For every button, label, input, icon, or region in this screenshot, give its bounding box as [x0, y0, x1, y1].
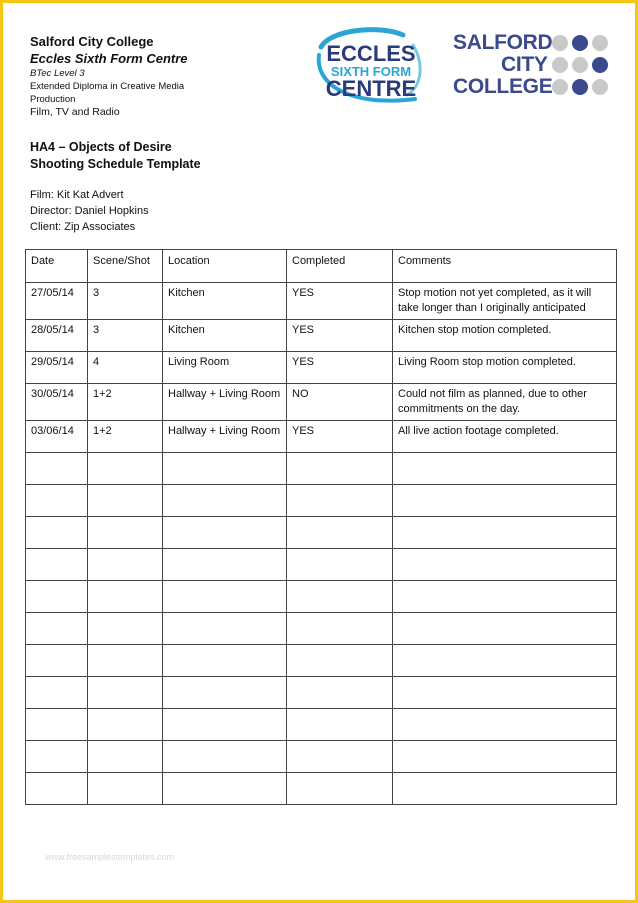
header-location: Location: [163, 250, 287, 283]
logo-dot: [592, 35, 608, 51]
watermark-text: www.freesamplestemplates.com: [45, 852, 175, 862]
logo-dot: [572, 57, 588, 73]
cell-date: [26, 613, 88, 645]
logo-dot: [552, 57, 568, 73]
cell-location: [163, 453, 287, 485]
cell-date: [26, 677, 88, 709]
college-name: Salford City College: [30, 34, 154, 49]
cell-location: [163, 613, 287, 645]
cell-scene-shot: [88, 549, 163, 581]
cell-comments: [393, 709, 617, 741]
table-row: [26, 384, 617, 421]
cell-completed: YES: [287, 283, 393, 320]
cell-date: [26, 485, 88, 517]
cell-date: [26, 517, 88, 549]
cell-completed: [287, 677, 393, 709]
cell-date: 29/05/14: [26, 352, 88, 384]
cell-date: 03/06/14: [26, 421, 88, 453]
cell-comments: [393, 773, 617, 805]
cell-completed: YES: [287, 352, 393, 384]
cell-completed: [287, 613, 393, 645]
cell-comments: [393, 581, 617, 613]
cell-scene-shot: [88, 613, 163, 645]
table-row: [26, 421, 617, 453]
cell-comments: [393, 549, 617, 581]
cell-comments: [393, 485, 617, 517]
cell-scene-shot: [88, 741, 163, 773]
cell-completed: YES: [287, 320, 393, 352]
logo-dot: [592, 57, 608, 73]
cell-completed: [287, 709, 393, 741]
unit-name: HA4 – Objects of Desire: [30, 140, 172, 154]
cell-comments: [393, 517, 617, 549]
cell-comments: Stop motion not yet completed, as it will take longer than I originally anticipated: [393, 283, 617, 320]
header-comments: Comments: [393, 250, 617, 283]
cell-date: [26, 645, 88, 677]
cell-comments: Living Room stop motion completed.: [393, 352, 617, 384]
salford-logo-line1: SALFORD: [453, 31, 553, 54]
salford-logo-line2: CITY: [501, 53, 548, 76]
eccles-logo-swoosh: [311, 25, 427, 111]
logo-dot: [572, 35, 588, 51]
cell-scene-shot: [88, 645, 163, 677]
cell-completed: [287, 549, 393, 581]
cell-location: [163, 517, 287, 549]
cell-scene-shot: [88, 773, 163, 805]
table-row: [26, 709, 617, 741]
cell-date: [26, 581, 88, 613]
salford-logo: [449, 29, 613, 99]
document-header: [30, 33, 300, 119]
header-scene-shot: Scene/Shot: [88, 250, 163, 283]
cell-scene-shot: 4: [88, 352, 163, 384]
cell-scene-shot: [88, 485, 163, 517]
cell-date: [26, 709, 88, 741]
table-row: [26, 517, 617, 549]
cell-location: Kitchen: [163, 320, 287, 352]
document-page: [3, 3, 635, 900]
director-name: Director: Daniel Hopkins: [30, 205, 149, 217]
header-completed: Completed: [287, 250, 393, 283]
cell-scene-shot: 1+2: [88, 384, 163, 421]
eccles-logo-line3: CENTRE: [325, 76, 417, 101]
cell-completed: [287, 581, 393, 613]
cell-completed: [287, 645, 393, 677]
film-name: Film: Kit Kat Advert: [30, 189, 124, 201]
course-level: BTec Level 3: [30, 68, 85, 79]
cell-scene-shot: [88, 581, 163, 613]
cell-completed: [287, 773, 393, 805]
cell-comments: [393, 677, 617, 709]
cell-date: [26, 773, 88, 805]
cell-comments: [393, 453, 617, 485]
logo-dot: [552, 79, 568, 95]
cell-location: [163, 677, 287, 709]
eccles-logo-line1: ECCLES: [326, 41, 416, 66]
cell-scene-shot: 3: [88, 283, 163, 320]
cell-completed: [287, 517, 393, 549]
course-pathway: Film, TV and Radio: [30, 106, 120, 118]
cell-location: [163, 581, 287, 613]
cell-comments: All live action footage completed.: [393, 421, 617, 453]
table-row: [26, 613, 617, 645]
table-row: [26, 773, 617, 805]
cell-scene-shot: 1+2: [88, 421, 163, 453]
unit-title: [30, 139, 201, 173]
table-row: [26, 677, 617, 709]
table-row: [26, 741, 617, 773]
shooting-schedule-table: [25, 249, 617, 805]
eccles-logo-line2: SIXTH FORM: [330, 64, 412, 79]
table-row: [26, 453, 617, 485]
cell-date: [26, 549, 88, 581]
cell-location: [163, 741, 287, 773]
table-row: [26, 283, 617, 320]
logo-dot: [572, 79, 588, 95]
cell-scene-shot: 3: [88, 320, 163, 352]
cell-date: 27/05/14: [26, 283, 88, 320]
table-row: [26, 485, 617, 517]
course-title: Extended Diploma in Creative Media Production: [30, 81, 185, 105]
cell-date: 30/05/14: [26, 384, 88, 421]
logo-dot: [592, 79, 608, 95]
document-title: Shooting Schedule Template: [30, 157, 201, 171]
cell-scene-shot: [88, 677, 163, 709]
eccles-logo: [311, 25, 427, 111]
cell-location: Hallway + Living Room: [163, 421, 287, 453]
table-body: [26, 283, 617, 805]
cell-completed: [287, 485, 393, 517]
cell-comments: Could not film as planned, due to other commitments on the day.: [393, 384, 617, 421]
cell-location: Hallway + Living Room: [163, 384, 287, 421]
cell-completed: YES: [287, 421, 393, 453]
table-row: [26, 352, 617, 384]
logo-dot: [552, 35, 568, 51]
cell-location: [163, 709, 287, 741]
cell-location: [163, 549, 287, 581]
table-row: [26, 645, 617, 677]
cell-scene-shot: [88, 517, 163, 549]
cell-scene-shot: [88, 453, 163, 485]
cell-location: Living Room: [163, 352, 287, 384]
production-details: [30, 187, 149, 235]
cell-location: Kitchen: [163, 283, 287, 320]
cell-comments: [393, 741, 617, 773]
cell-comments: [393, 613, 617, 645]
cell-date: [26, 453, 88, 485]
client-name: Client: Zip Associates: [30, 221, 136, 233]
cell-completed: NO: [287, 384, 393, 421]
cell-date: 28/05/14: [26, 320, 88, 352]
table-row: [26, 549, 617, 581]
table-header-row: [26, 250, 617, 283]
cell-comments: [393, 645, 617, 677]
cell-location: [163, 773, 287, 805]
table-row: [26, 320, 617, 352]
cell-completed: [287, 741, 393, 773]
cell-comments: Kitchen stop motion completed.: [393, 320, 617, 352]
cell-completed: [287, 453, 393, 485]
cell-scene-shot: [88, 709, 163, 741]
cell-location: [163, 485, 287, 517]
salford-logo-line3: COLLEGE: [453, 75, 553, 98]
header-date: Date: [26, 250, 88, 283]
cell-location: [163, 645, 287, 677]
centre-name: Eccles Sixth Form Centre: [30, 51, 188, 66]
table-row: [26, 581, 617, 613]
cell-date: [26, 741, 88, 773]
